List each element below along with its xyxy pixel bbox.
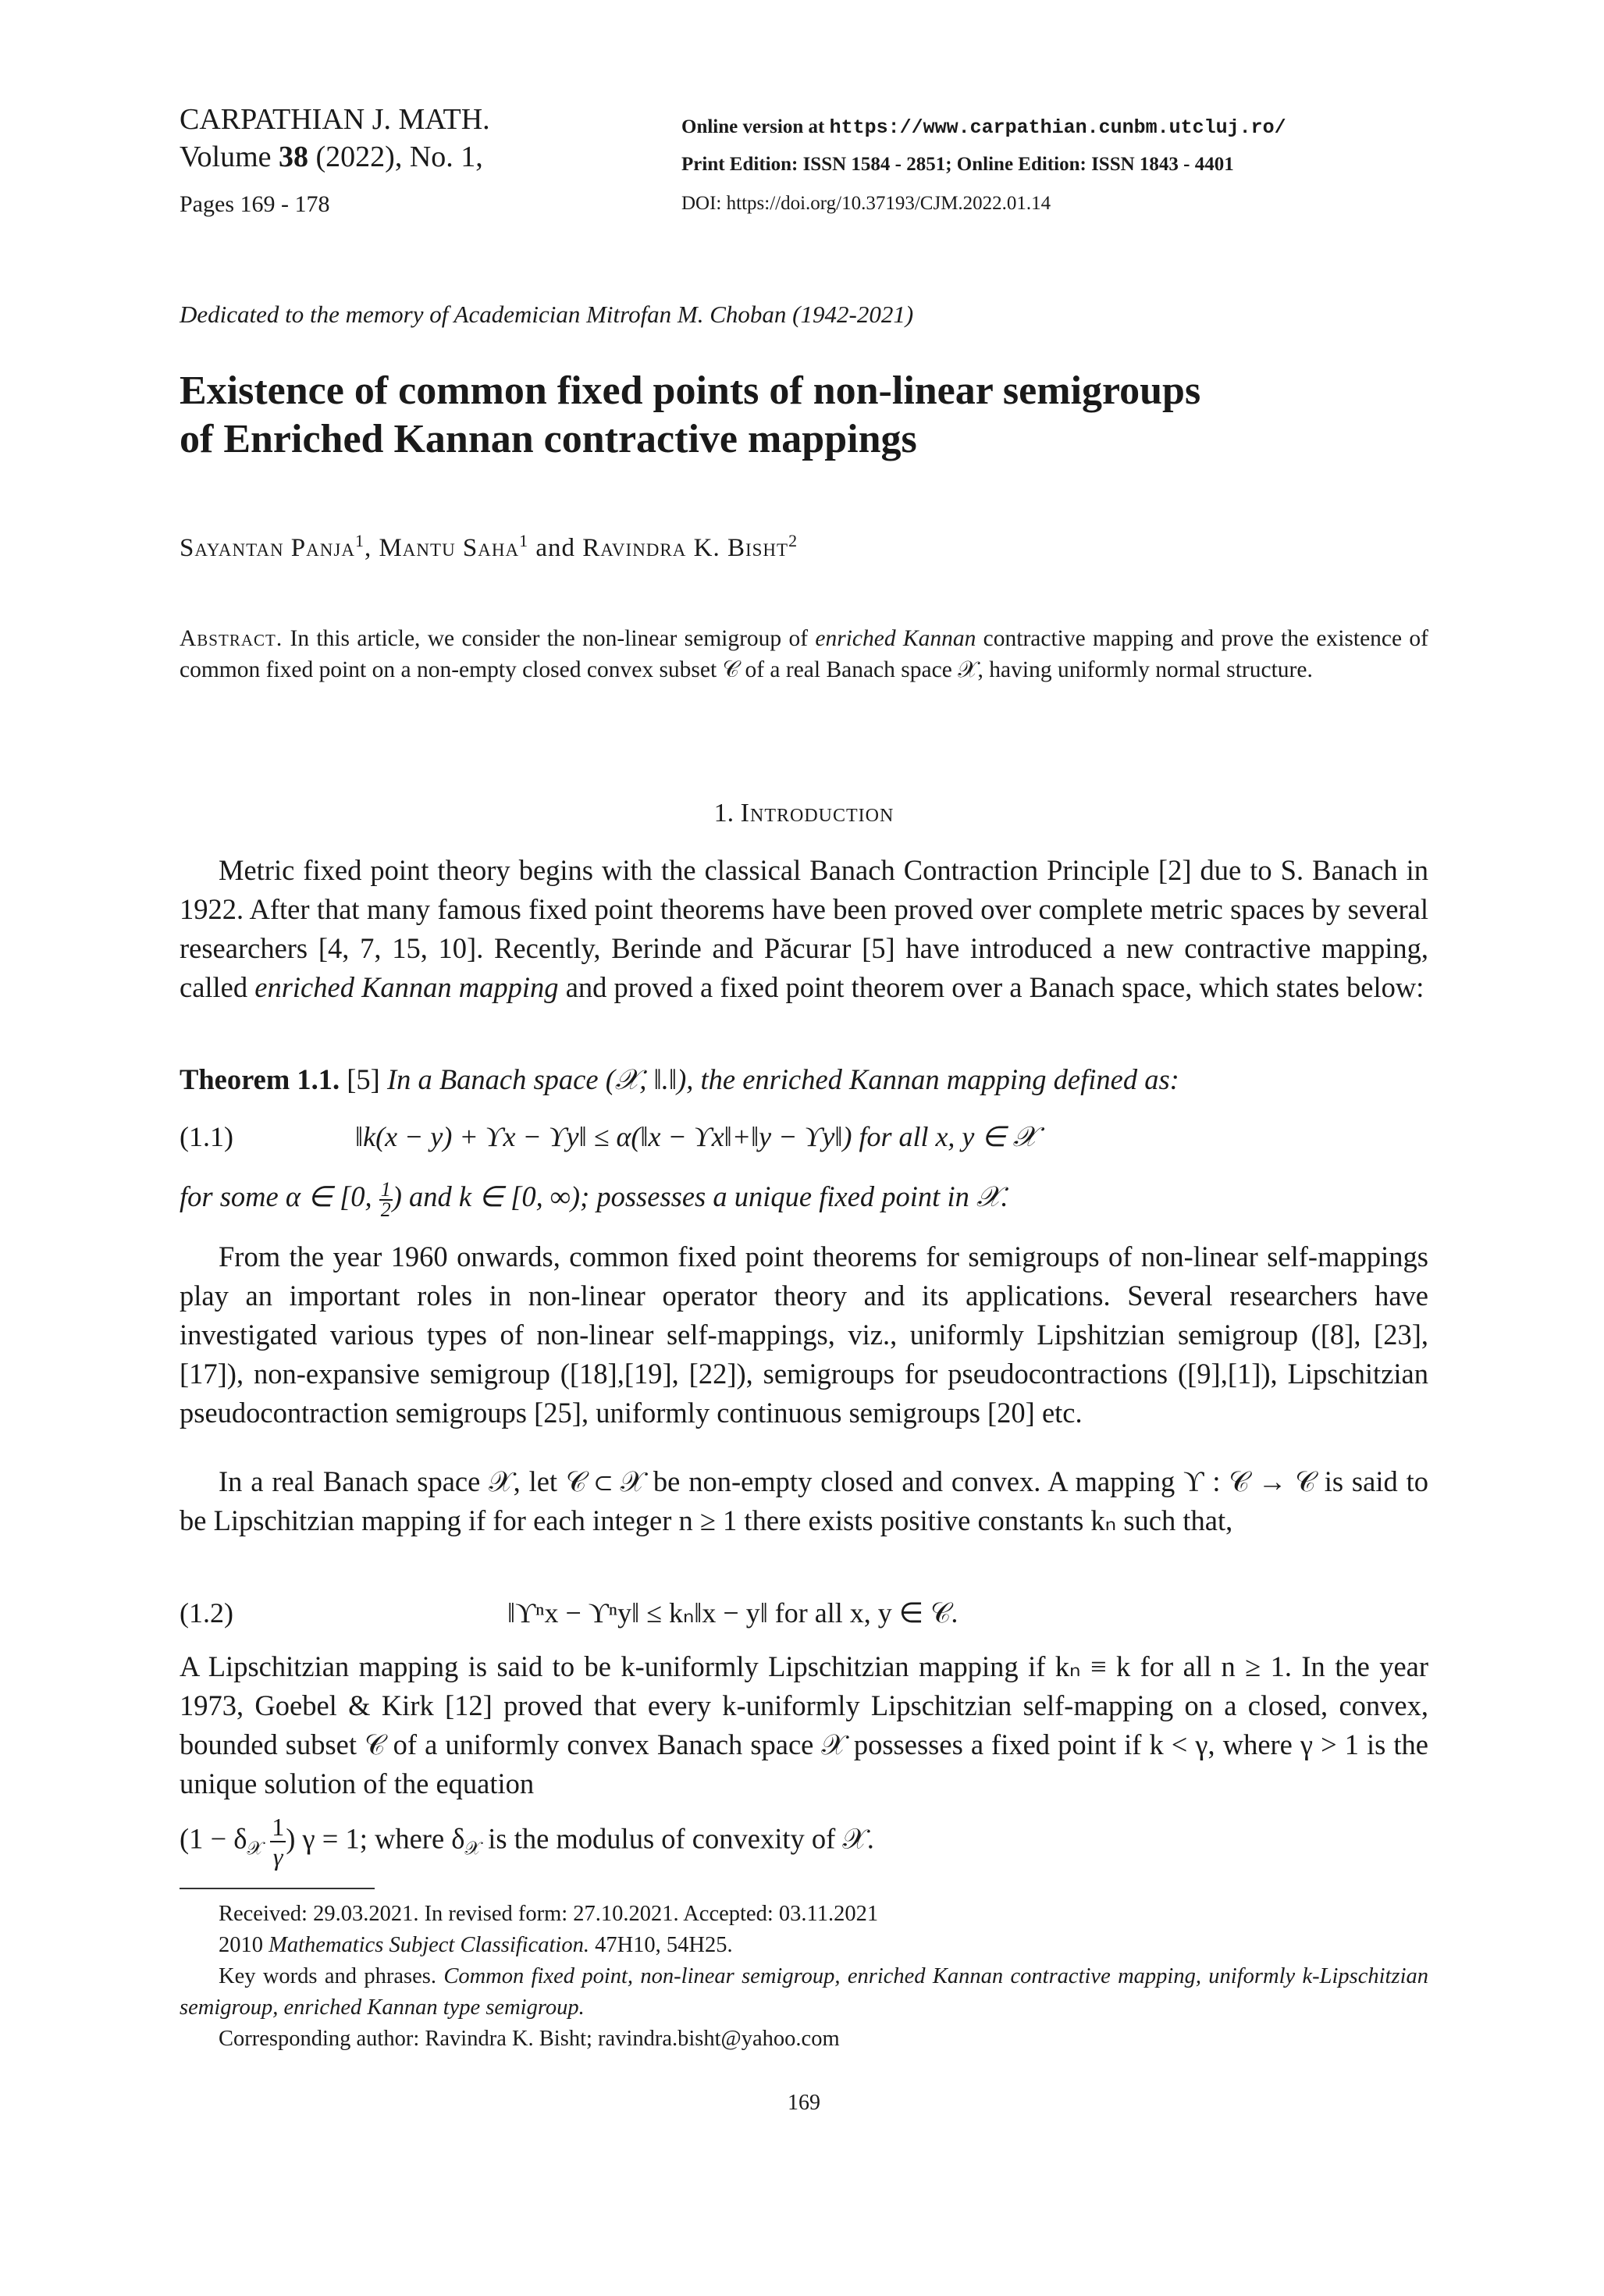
theorem-text: for some α ∈ [0, [180,1180,379,1212]
paper-title [180,367,1428,464]
abstract-label: Abstract. [180,626,283,651]
title-line-2: of Enriched Kannan contractive mappings [180,417,917,461]
paper-page [180,0,1428,2296]
author-sep: , [364,534,379,562]
abstract [180,623,1428,685]
fraction-denominator: 2 [380,1198,391,1221]
theorem-label: Theorem 1.1. [180,1063,340,1095]
paragraph: In a real Banach space 𝒳, let 𝒞 ⊂ 𝒳 be non-empty closed and convex. A mapping ϒ : 𝒞 → 𝒞 is said to be Lipschitzian mapping if for each integer n ≥ 1 there exists positive constants kₙ such that, [180,1465,1428,1536]
footnote-rule [180,1888,375,1889]
title-line-1: Existence of common fixed points of non-linear semigroups [180,368,1201,413]
doi-line[interactable]: DOI: https://doi.org/10.37193/CJM.2022.01.14 [681,193,1051,214]
page-number: 169 [788,2091,820,2115]
issn-line [681,148,1234,181]
pages-range: Pages 169 - 178 [180,191,330,217]
author-3-affil: 2 [788,531,798,550]
subscript: 𝒳 [464,1839,482,1860]
theorem-continuation [180,1177,1428,1219]
footnote-corresponding: Corresponding author: Ravindra K. Bisht; ravindra.bisht@yahoo.com [219,2027,840,2051]
equation-1-2: ‖ϒⁿx − ϒⁿy‖ ≤ kₙ‖x − y‖ for all x, y ∈ 𝒞. [507,1597,958,1629]
keywords-list: Common fixed point, non-linear semigroup, enriched Kannan contractive mapping, uniformly k-Lipschitzian semigroup, enriched Kannan type semigroup. [180,1964,1428,2020]
subscript: 𝒳 [247,1839,264,1860]
theorem-statement [180,1060,1428,1099]
journal-name [180,101,490,137]
dedication: Dedicated to the memory of Academician Mitrofan M. Choban (1942-2021) [180,301,914,328]
keywords-label: Key words and phrases. [219,1964,444,1988]
equation-part: ) γ = 1; where δ [286,1822,465,1855]
online-version [681,111,1286,144]
msc-label: Mathematics Subject Classification. [269,1933,589,1957]
paragraph [180,851,1428,1007]
section-number: 1. [713,799,741,828]
paragraph: A Lipschitzian mapping is said to be k-uniformly Lipschitzian mapping if kₙ ≡ k for all n ≥ 1. In the year 1973, Goebel & Kirk [12] proved that every k-uniformly Lipschitzian self-mapping on a closed, convex, bounded subset 𝒞 of a uniformly convex Banach space 𝒳 possesses a fixed point if k < γ, where γ > 1 is the unique solution of the equation [180,1650,1428,1799]
volume-prefix: Volume [180,141,279,173]
msc-codes: 47H10, 54H25. [589,1933,733,1957]
equation-tail: for all x, y ∈ 𝒳 [852,1121,1037,1152]
equation-label: (1.1) [180,1121,233,1152]
theorem-ref: [5] [340,1063,387,1095]
equation-part: (1 − δ [180,1822,247,1855]
author-3: Ravindra K. Bisht [582,534,789,562]
abstract-text: contractive mapping and prove the existence of common fixed point on a non-empty closed convex subset 𝒞 of a real Banach space 𝒳, having uniformly normal structure. [180,626,1428,682]
section-title: Introduction [740,799,894,828]
footnote-keywords [180,1961,1428,2024]
online-url[interactable]: https://www.carpathian.cunbm.utcluj.ro/ [829,116,1286,139]
section-heading [180,799,1428,828]
footnote-msc [219,1930,733,1961]
footnote-received: Received: 29.03.2021. In revised form: 27.10.2021. Accepted: 03.11.2021 [219,1902,879,1926]
online-label: Online version at [681,116,830,137]
equation-label: (1.2) [180,1597,233,1629]
author-2-affil: 1 [519,531,529,550]
equation-1-1 [355,1120,1037,1154]
paragraph: From the year 1960 onwards, common fixed point theorems for semigroups of non-linear self-mappings play an important roles in non-linear operator theory and its applications. Several researchers have investigated various types of non-linear self-mappings, viz., uniformly Lipshitzian semigroup ([8], [23],[17]), non-expansive semigroup ([18],[19], [22]), semigroups for pseudocontractions ([9],[1]), Lipschitzian pseudocontraction semigroups [25], uniformly continuous semigroups [20] etc. [180,1241,1428,1429]
volume-line [180,139,483,175]
volume-suffix: (2022), No. 1, [308,141,483,173]
author-sep: and [528,534,583,562]
author-2: Mantu Saha [379,534,520,562]
theorem-text: ) and k ∈ [0, ∞); possesses a unique fixed point in 𝒳. [392,1180,1008,1212]
abstract-emphasis: enriched Kannan [815,626,976,651]
fraction [270,1813,286,1871]
author-1: Sayantan Panja [180,534,355,562]
author-1-affil: 1 [354,531,365,550]
abstract-text: In this article, we consider the non-linear semigroup of [283,626,816,651]
paragraph-text: Metric fixed point theory begins with the classical Banach Contraction Principle [2] due to S. Banach in 1922. After that many famous fixed point theorems have been proved over complete metric spaces by several researchers [4, 7, 15, 10]. Recently, Berinde and Păcurar [5] have introduced a new contractive mapping, called [180,854,1428,1003]
journal-title: CARPATHIAN J. MATH. [180,103,490,136]
theorem-text: In a Banach space (𝒳, ‖.‖), the enriched Kannan mapping defined as: [386,1063,1179,1095]
fraction [379,1177,393,1221]
paragraph-text: and proved a fixed point theorem over a Banach space, which states below: [558,971,1424,1003]
fraction-numerator: 1 [272,1813,285,1841]
fraction-numerator: 1 [380,1177,391,1201]
emphasis: enriched Kannan mapping [254,971,559,1003]
volume-number: 38 [279,141,309,173]
equation-body: ‖k(x − y) + ϒx − ϒy‖ ≤ α(‖x − ϒx‖+‖y − ϒy‖) [355,1121,852,1152]
msc-year: 2010 [219,1933,269,1957]
equation-part: is the modulus of convexity of 𝒳. [481,1822,874,1855]
issn-text: Print Edition: ISSN 1584 - 2851; Online Edition: ISSN 1843 - 4401 [681,154,1234,175]
author-list [180,531,798,563]
fraction-denominator: γ [272,1842,283,1871]
inline-equation-line [180,1813,1428,1871]
